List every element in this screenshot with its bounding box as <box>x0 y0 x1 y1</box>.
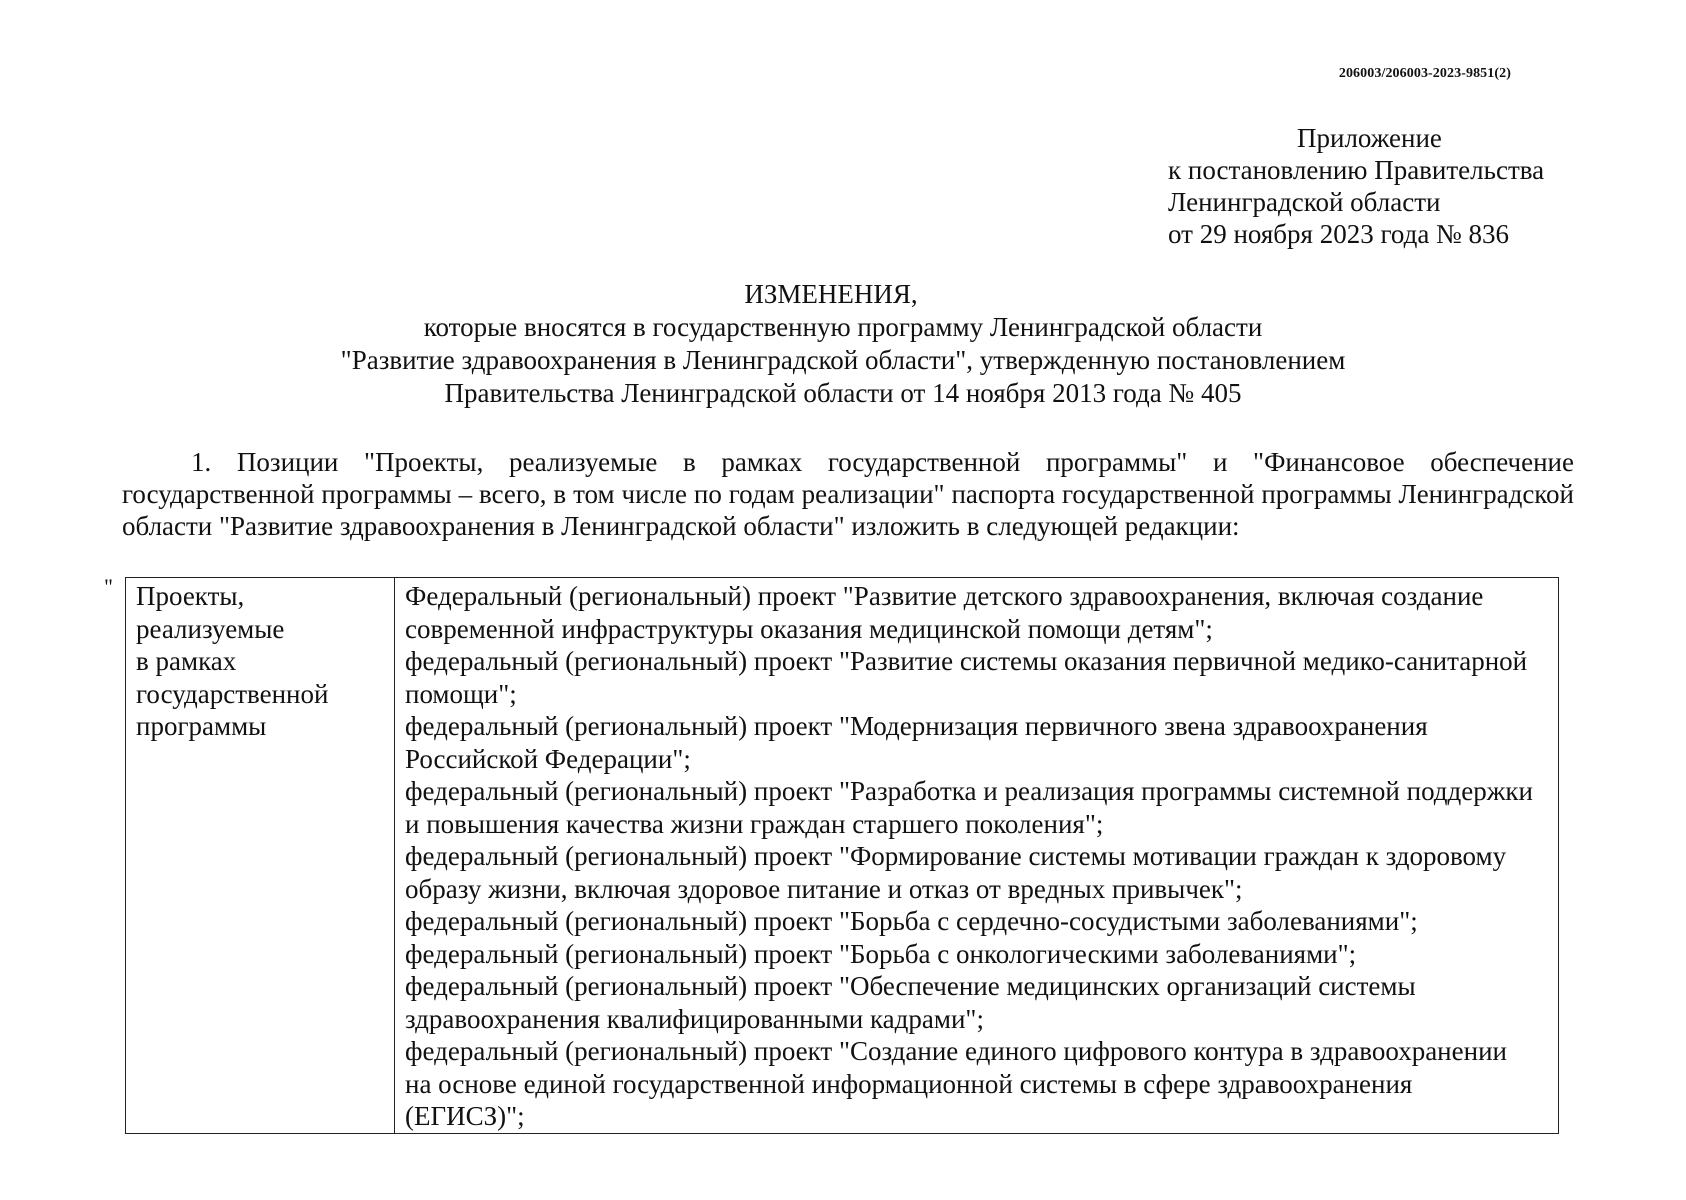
paragraph-1: 1. Позиции "Проекты, реализуемые в рамках государственной программы" и "Финансовое обеспечение государственной программы – всего, в том числе по годам реализации" паспорта государственной программы Ленинградской области "Развитие здравоохранения в Ленинградской области" изложить в следующей редакции: <box>122 447 1574 541</box>
project-line: (ЕГИСЗ)"; <box>405 1101 525 1131</box>
label-line: программы <box>136 711 267 741</box>
label-line: в рамках <box>136 646 237 676</box>
appendix-line: Ленинградской области <box>1168 187 1441 217</box>
heading-line: "Развитие здравоохранения в Ленинградской области", утвержденную постановлением <box>340 345 1346 375</box>
label-line: реализуемые <box>136 613 285 644</box>
project-line: на основе единой государственной информационной системы в сфере здравоохранения <box>405 1068 1413 1099</box>
project-line: федеральный (региональный) проект "Разработка и реализация программы системной поддержки <box>405 776 1533 806</box>
project-line: федеральный (региональный) проект "Борьба с онкологическими заболеваниями"; <box>405 938 1357 969</box>
project-line: федеральный (региональный) проект "Модернизация первичного звена здравоохранения <box>405 711 1428 741</box>
document-number: 206003/206003-2023-9851(2) <box>1338 66 1511 81</box>
project-line: Российской Федерации"; <box>405 743 691 774</box>
passport-table <box>125 577 1559 1134</box>
project-line: федеральный (региональный) проект "Обеспечение медицинских организаций системы <box>405 971 1416 1001</box>
project-line: федеральный (региональный) проект "Создание единого цифрового контура в здравоохранении <box>405 1036 1507 1066</box>
heading-line: которые вносятся в государственную программу Ленинградской области <box>423 312 1263 342</box>
table-row <box>126 578 1559 1134</box>
document-heading <box>0 278 1686 410</box>
projects-label-cell <box>126 578 395 1134</box>
appendix-line: Приложение <box>1297 123 1442 153</box>
project-line: федеральный (региональный) проект "Развитие системы оказания первичной медико-санитарной <box>405 646 1528 676</box>
heading-line: Правительства Ленинградской области от 14 ноября 2013 года № 405 <box>444 378 1242 408</box>
heading-title: ИЗМЕНЕНИЯ, <box>744 279 918 309</box>
project-line: современной инфраструктуры оказания медицинской помощи детям"; <box>405 613 1213 644</box>
project-line: федеральный (региональный) проект "Борьба с сердечно-сосудистыми заболеваниями"; <box>405 906 1418 936</box>
project-line: здравоохранения квалифицированными кадрами"; <box>405 1003 984 1034</box>
projects-content-cell <box>395 578 1559 1134</box>
opening-quote-mark: " <box>104 574 113 599</box>
project-line: образу жизни, включая здоровое питание и отказ от вредных привычек"; <box>405 873 1243 904</box>
project-line: Федеральный (региональный) проект "Развитие детского здравоохранения, включая создание <box>405 581 1484 611</box>
project-line: и повышения качества жизни граждан старшего поколения"; <box>405 808 1104 839</box>
appendix-block <box>1168 122 1544 250</box>
label-line: Проекты, <box>136 581 245 611</box>
project-line: помощи"; <box>405 678 517 709</box>
label-line: государственной <box>136 678 329 709</box>
project-line: федеральный (региональный) проект "Формирование системы мотивации граждан к здоровому <box>405 841 1507 871</box>
appendix-line: к постановлению Правительства <box>1168 155 1545 185</box>
appendix-line: от 29 ноября 2023 года № 836 <box>1168 219 1510 249</box>
